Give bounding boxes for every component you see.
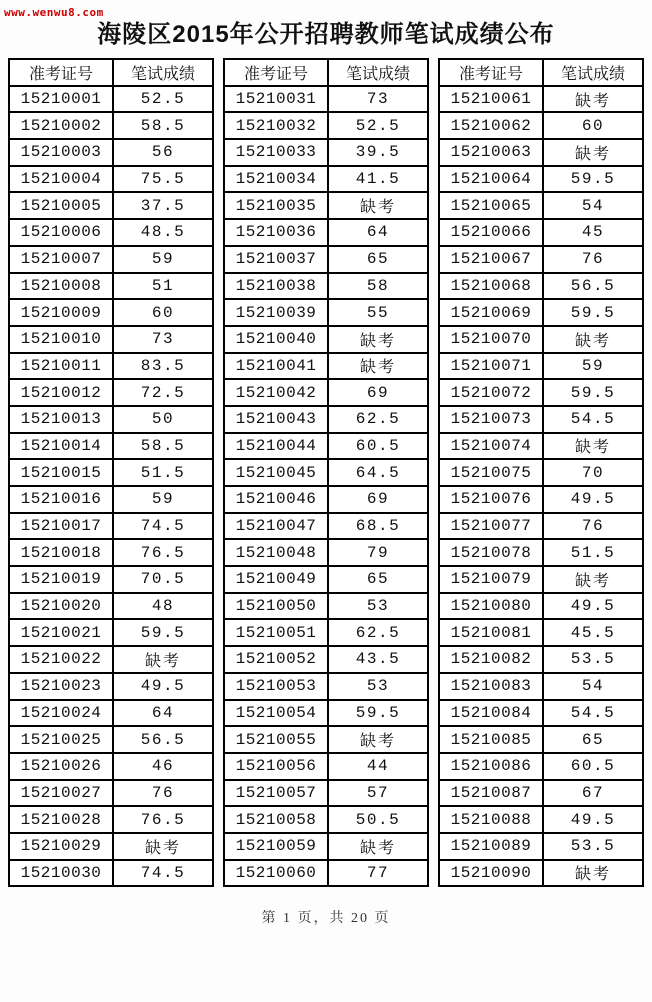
score-cell-absent: 缺考 <box>113 833 213 860</box>
score-cell: 37.5 <box>113 192 213 219</box>
table-row <box>9 700 213 727</box>
score-cell: 67 <box>543 780 643 807</box>
table-row <box>224 673 428 700</box>
admission-number-cell: 15210049 <box>224 566 328 593</box>
score-cell: 44 <box>328 753 428 780</box>
admission-number-cell: 15210031 <box>224 86 328 113</box>
admission-number-cell: 15210058 <box>224 806 328 833</box>
table-row <box>224 273 428 300</box>
score-cell: 75.5 <box>113 166 213 193</box>
score-cell: 54.5 <box>543 406 643 433</box>
admission-number-cell: 15210041 <box>224 353 328 380</box>
score-cell-absent: 缺考 <box>328 726 428 753</box>
score-cell-absent: 缺考 <box>328 353 428 380</box>
table-row <box>224 726 428 753</box>
table-row <box>439 726 643 753</box>
score-cell: 51.5 <box>543 539 643 566</box>
table-row <box>9 166 213 193</box>
table-row <box>439 273 643 300</box>
admission-number-cell: 15210056 <box>224 753 328 780</box>
table-row <box>439 219 643 246</box>
admission-number-cell: 15210070 <box>439 326 543 353</box>
score-cell: 65 <box>543 726 643 753</box>
admission-number-cell: 15210030 <box>9 860 113 887</box>
score-cell: 54.5 <box>543 700 643 727</box>
admission-number-cell: 15210025 <box>9 726 113 753</box>
admission-number-cell: 15210038 <box>224 273 328 300</box>
score-cell: 49.5 <box>543 593 643 620</box>
score-table-2 <box>223 58 429 887</box>
table-row <box>9 299 213 326</box>
admission-number-cell: 15210006 <box>9 219 113 246</box>
admission-number-cell: 15210050 <box>224 593 328 620</box>
score-cell: 76 <box>113 780 213 807</box>
score-cell: 41.5 <box>328 166 428 193</box>
table-row <box>9 246 213 273</box>
admission-number-cell: 15210023 <box>9 673 113 700</box>
admission-number-cell: 15210014 <box>9 433 113 460</box>
table-row <box>439 539 643 566</box>
table-row <box>439 860 643 887</box>
table-row <box>224 166 428 193</box>
admission-number-cell: 15210074 <box>439 433 543 460</box>
score-cell: 59.5 <box>328 700 428 727</box>
table-row <box>9 593 213 620</box>
table-row <box>9 806 213 833</box>
table-row <box>439 593 643 620</box>
score-cell: 59 <box>113 486 213 513</box>
table-row <box>439 646 643 673</box>
col-header-admission-number: 准考证号 <box>439 59 543 86</box>
admission-number-cell: 15210019 <box>9 566 113 593</box>
score-cell: 56.5 <box>543 273 643 300</box>
score-cell: 53 <box>328 593 428 620</box>
table-row <box>9 513 213 540</box>
table-row <box>224 833 428 860</box>
score-cell: 59.5 <box>543 299 643 326</box>
admission-number-cell: 15210081 <box>439 619 543 646</box>
score-cell: 48 <box>113 593 213 620</box>
score-cell: 58.5 <box>113 112 213 139</box>
table-row <box>439 753 643 780</box>
score-cell: 43.5 <box>328 646 428 673</box>
score-cell-absent: 缺考 <box>328 326 428 353</box>
score-table-3 <box>438 58 644 887</box>
admission-number-cell: 15210013 <box>9 406 113 433</box>
score-cell: 70 <box>543 459 643 486</box>
table-row <box>9 112 213 139</box>
admission-number-cell: 15210029 <box>9 833 113 860</box>
score-cell: 56.5 <box>113 726 213 753</box>
score-cell: 60 <box>543 112 643 139</box>
score-cell: 58 <box>328 273 428 300</box>
admission-number-cell: 15210055 <box>224 726 328 753</box>
table-row <box>9 406 213 433</box>
table-row <box>439 166 643 193</box>
admission-number-cell: 15210052 <box>224 646 328 673</box>
admission-number-cell: 15210016 <box>9 486 113 513</box>
score-cell: 55 <box>328 299 428 326</box>
score-cell: 69 <box>328 379 428 406</box>
score-cell: 45 <box>543 219 643 246</box>
table-row <box>9 219 213 246</box>
table-row <box>9 192 213 219</box>
table-row <box>9 860 213 887</box>
admission-number-cell: 15210026 <box>9 753 113 780</box>
table-row <box>224 406 428 433</box>
admission-number-cell: 15210082 <box>439 646 543 673</box>
admission-number-cell: 15210064 <box>439 166 543 193</box>
score-table-1 <box>8 58 214 887</box>
score-tables-container <box>0 58 652 887</box>
admission-number-cell: 15210068 <box>439 273 543 300</box>
table-row <box>224 753 428 780</box>
table-row <box>9 539 213 566</box>
score-cell: 58.5 <box>113 433 213 460</box>
table-row <box>439 139 643 166</box>
score-cell: 69 <box>328 486 428 513</box>
header-row <box>224 59 428 86</box>
admission-number-cell: 15210032 <box>224 112 328 139</box>
table-row <box>439 513 643 540</box>
score-cell: 49.5 <box>543 806 643 833</box>
table-row <box>224 806 428 833</box>
table-row <box>224 219 428 246</box>
admission-number-cell: 15210028 <box>9 806 113 833</box>
admission-number-cell: 15210047 <box>224 513 328 540</box>
admission-number-cell: 15210059 <box>224 833 328 860</box>
score-cell: 70.5 <box>113 566 213 593</box>
score-cell: 53.5 <box>543 646 643 673</box>
admission-number-cell: 15210044 <box>224 433 328 460</box>
admission-number-cell: 15210088 <box>439 806 543 833</box>
admission-number-cell: 15210085 <box>439 726 543 753</box>
score-cell-absent: 缺考 <box>543 860 643 887</box>
table-row <box>9 459 213 486</box>
score-cell: 48.5 <box>113 219 213 246</box>
score-cell-absent: 缺考 <box>328 192 428 219</box>
table-row <box>439 833 643 860</box>
score-cell: 52.5 <box>328 112 428 139</box>
score-cell: 83.5 <box>113 353 213 380</box>
admission-number-cell: 15210017 <box>9 513 113 540</box>
score-cell: 76.5 <box>113 806 213 833</box>
score-cell: 39.5 <box>328 139 428 166</box>
admission-number-cell: 15210004 <box>9 166 113 193</box>
admission-number-cell: 15210001 <box>9 86 113 113</box>
score-cell-absent: 缺考 <box>543 139 643 166</box>
admission-number-cell: 15210060 <box>224 860 328 887</box>
admission-number-cell: 15210045 <box>224 459 328 486</box>
score-cell: 49.5 <box>113 673 213 700</box>
score-cell: 76.5 <box>113 539 213 566</box>
admission-number-cell: 15210067 <box>439 246 543 273</box>
score-cell-absent: 缺考 <box>543 86 643 113</box>
table-row <box>439 486 643 513</box>
table-row <box>439 780 643 807</box>
table-row <box>9 326 213 353</box>
admission-number-cell: 15210012 <box>9 379 113 406</box>
score-cell: 79 <box>328 539 428 566</box>
admission-number-cell: 15210027 <box>9 780 113 807</box>
admission-number-cell: 15210005 <box>9 192 113 219</box>
table-row <box>224 513 428 540</box>
header-row <box>439 59 643 86</box>
table-row <box>439 433 643 460</box>
table-row <box>224 326 428 353</box>
admission-number-cell: 15210037 <box>224 246 328 273</box>
score-cell: 76 <box>543 513 643 540</box>
admission-number-cell: 15210042 <box>224 379 328 406</box>
admission-number-cell: 15210022 <box>9 646 113 673</box>
page-number-footer: 第 1 页，共 20 页 <box>261 911 391 927</box>
table-row <box>9 619 213 646</box>
score-cell: 64.5 <box>328 459 428 486</box>
admission-number-cell: 15210083 <box>439 673 543 700</box>
table-row <box>439 406 643 433</box>
score-cell: 59 <box>113 246 213 273</box>
score-cell: 50.5 <box>328 806 428 833</box>
admission-number-cell: 15210079 <box>439 566 543 593</box>
table-row <box>9 486 213 513</box>
score-cell: 64 <box>328 219 428 246</box>
score-cell: 56 <box>113 139 213 166</box>
score-cell: 77 <box>328 860 428 887</box>
admission-number-cell: 15210034 <box>224 166 328 193</box>
admission-number-cell: 15210053 <box>224 673 328 700</box>
admission-number-cell: 15210009 <box>9 299 113 326</box>
admission-number-cell: 15210086 <box>439 753 543 780</box>
header-row <box>9 59 213 86</box>
admission-number-cell: 15210036 <box>224 219 328 246</box>
table-row <box>9 139 213 166</box>
admission-number-cell: 15210069 <box>439 299 543 326</box>
table-row <box>224 139 428 166</box>
admission-number-cell: 15210065 <box>439 192 543 219</box>
table-row <box>9 433 213 460</box>
table-row <box>9 726 213 753</box>
table-row <box>9 566 213 593</box>
table-row <box>439 246 643 273</box>
table-row <box>439 806 643 833</box>
table-row <box>9 833 213 860</box>
score-cell: 68.5 <box>328 513 428 540</box>
admission-number-cell: 15210077 <box>439 513 543 540</box>
score-cell: 73 <box>328 86 428 113</box>
admission-number-cell: 15210071 <box>439 353 543 380</box>
admission-number-cell: 15210015 <box>9 459 113 486</box>
admission-number-cell: 15210080 <box>439 593 543 620</box>
admission-number-cell: 15210040 <box>224 326 328 353</box>
table-row <box>439 192 643 219</box>
admission-number-cell: 15210024 <box>9 700 113 727</box>
table-row <box>9 86 213 113</box>
table-row <box>224 566 428 593</box>
score-cell: 62.5 <box>328 406 428 433</box>
score-cell: 57 <box>328 780 428 807</box>
admission-number-cell: 15210090 <box>439 860 543 887</box>
table-row <box>9 753 213 780</box>
score-cell: 76 <box>543 246 643 273</box>
admission-number-cell: 15210051 <box>224 619 328 646</box>
score-cell: 74.5 <box>113 513 213 540</box>
score-cell: 51 <box>113 273 213 300</box>
table-row <box>439 353 643 380</box>
admission-number-cell: 15210007 <box>9 246 113 273</box>
score-cell: 46 <box>113 753 213 780</box>
table-row <box>224 860 428 887</box>
table-row <box>224 700 428 727</box>
score-cell: 64 <box>113 700 213 727</box>
admission-number-cell: 15210039 <box>224 299 328 326</box>
col-header-admission-number: 准考证号 <box>9 59 113 86</box>
table-row <box>224 433 428 460</box>
admission-number-cell: 15210072 <box>439 379 543 406</box>
admission-number-cell: 15210048 <box>224 539 328 566</box>
admission-number-cell: 15210035 <box>224 192 328 219</box>
score-cell: 65 <box>328 566 428 593</box>
table-row <box>9 673 213 700</box>
admission-number-cell: 15210089 <box>439 833 543 860</box>
score-cell: 50 <box>113 406 213 433</box>
table-row <box>9 780 213 807</box>
score-cell-absent: 缺考 <box>543 566 643 593</box>
score-cell: 62.5 <box>328 619 428 646</box>
score-cell: 65 <box>328 246 428 273</box>
admission-number-cell: 15210033 <box>224 139 328 166</box>
table-row <box>224 246 428 273</box>
score-cell-absent: 缺考 <box>328 833 428 860</box>
admission-number-cell: 15210084 <box>439 700 543 727</box>
admission-number-cell: 15210062 <box>439 112 543 139</box>
table-row <box>439 326 643 353</box>
admission-number-cell: 15210063 <box>439 139 543 166</box>
col-header-admission-number: 准考证号 <box>224 59 328 86</box>
table-row <box>224 539 428 566</box>
admission-number-cell: 15210021 <box>9 619 113 646</box>
score-cell: 49.5 <box>543 486 643 513</box>
table-row <box>224 619 428 646</box>
score-cell: 54 <box>543 673 643 700</box>
admission-number-cell: 15210087 <box>439 780 543 807</box>
page-title: 海陵区2015年公开招聘教师笔试成绩公布 <box>97 21 555 48</box>
score-cell: 60.5 <box>328 433 428 460</box>
col-header-score: 笔试成绩 <box>113 59 213 86</box>
admission-number-cell: 15210075 <box>439 459 543 486</box>
table-row <box>224 86 428 113</box>
table-row <box>224 486 428 513</box>
score-cell: 59.5 <box>113 619 213 646</box>
table-row <box>9 273 213 300</box>
admission-number-cell: 15210066 <box>439 219 543 246</box>
table-row <box>439 673 643 700</box>
table-row <box>9 646 213 673</box>
score-cell-absent: 缺考 <box>543 326 643 353</box>
table-row <box>224 379 428 406</box>
admission-number-cell: 15210078 <box>439 539 543 566</box>
col-header-score: 笔试成绩 <box>328 59 428 86</box>
table-row <box>439 459 643 486</box>
col-header-score: 笔试成绩 <box>543 59 643 86</box>
admission-number-cell: 15210011 <box>9 353 113 380</box>
admission-number-cell: 15210008 <box>9 273 113 300</box>
score-cell: 52.5 <box>113 86 213 113</box>
score-cell: 59.5 <box>543 379 643 406</box>
admission-number-cell: 15210020 <box>9 593 113 620</box>
score-cell: 59 <box>543 353 643 380</box>
score-cell-absent: 缺考 <box>113 646 213 673</box>
score-cell: 59.5 <box>543 166 643 193</box>
table-row <box>439 379 643 406</box>
admission-number-cell: 15210076 <box>439 486 543 513</box>
table-row <box>224 353 428 380</box>
table-row <box>9 379 213 406</box>
admission-number-cell: 15210073 <box>439 406 543 433</box>
table-row <box>439 619 643 646</box>
score-cell: 51.5 <box>113 459 213 486</box>
table-row <box>224 112 428 139</box>
table-row <box>224 646 428 673</box>
admission-number-cell: 15210046 <box>224 486 328 513</box>
score-cell: 45.5 <box>543 619 643 646</box>
table-row <box>439 700 643 727</box>
admission-number-cell: 15210057 <box>224 780 328 807</box>
score-cell: 60.5 <box>543 753 643 780</box>
admission-number-cell: 15210018 <box>9 539 113 566</box>
score-cell: 72.5 <box>113 379 213 406</box>
table-row <box>439 299 643 326</box>
score-cell: 73 <box>113 326 213 353</box>
watermark-url: www.wenwu8.com <box>4 6 104 19</box>
score-cell: 74.5 <box>113 860 213 887</box>
table-row <box>224 593 428 620</box>
admission-number-cell: 15210010 <box>9 326 113 353</box>
admission-number-cell: 15210002 <box>9 112 113 139</box>
admission-number-cell: 15210061 <box>439 86 543 113</box>
admission-number-cell: 15210003 <box>9 139 113 166</box>
table-row <box>439 112 643 139</box>
table-row <box>224 192 428 219</box>
table-row <box>439 566 643 593</box>
score-cell: 54 <box>543 192 643 219</box>
admission-number-cell: 15210054 <box>224 700 328 727</box>
score-cell: 53.5 <box>543 833 643 860</box>
score-cell: 60 <box>113 299 213 326</box>
table-row <box>9 353 213 380</box>
score-cell-absent: 缺考 <box>543 433 643 460</box>
table-row <box>439 86 643 113</box>
admission-number-cell: 15210043 <box>224 406 328 433</box>
score-cell: 53 <box>328 673 428 700</box>
table-row <box>224 299 428 326</box>
table-row <box>224 459 428 486</box>
table-row <box>224 780 428 807</box>
